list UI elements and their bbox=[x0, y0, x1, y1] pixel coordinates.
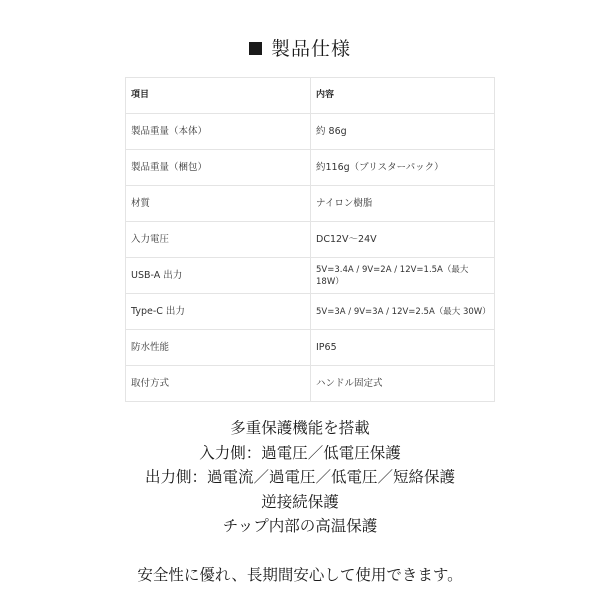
table-row bbox=[126, 150, 495, 186]
feature-line: 出力側：過電流／過電圧／低電圧／短絡保護 bbox=[144, 468, 455, 486]
table-row bbox=[126, 222, 495, 258]
protection-features bbox=[0, 416, 600, 539]
feature-line: 多重保護機能を搭載 bbox=[230, 419, 370, 437]
feature-line: チップ内部の高温保護 bbox=[222, 517, 378, 535]
row-label: 防水性能 bbox=[126, 330, 311, 366]
row-label: 入力電圧 bbox=[126, 222, 311, 258]
row-value: 約116g（ブリスターパック） bbox=[311, 150, 495, 186]
table-row bbox=[126, 258, 495, 294]
closing-statement: 安全性に優れ、長期間安心して使用できます。 bbox=[137, 566, 463, 584]
row-label: USB-A 出力 bbox=[126, 258, 311, 294]
table-row bbox=[126, 330, 495, 366]
row-label: 材質 bbox=[126, 186, 311, 222]
row-label: 取付方式 bbox=[126, 366, 311, 402]
row-value: 5V=3.4A / 9V=2A / 12V=1.5A（最大 18W） bbox=[311, 258, 495, 294]
spec-table bbox=[125, 77, 495, 402]
header-item: 項目 bbox=[126, 78, 311, 114]
table-row bbox=[126, 294, 495, 330]
page-title-text: 製品仕様 bbox=[270, 38, 351, 60]
row-value: DC12V～24V bbox=[311, 222, 495, 258]
row-label: 製品重量（梱包） bbox=[126, 150, 311, 186]
page-title bbox=[0, 34, 600, 61]
row-value: ハンドル固定式 bbox=[311, 366, 495, 402]
black-square-icon bbox=[249, 42, 262, 55]
header-content: 内容 bbox=[311, 78, 495, 114]
row-label: Type-C 出力 bbox=[126, 294, 311, 330]
row-value: 5V=3A / 9V=3A / 12V=2.5A（最大 30W） bbox=[311, 294, 495, 330]
row-value: 約 86g bbox=[311, 114, 495, 150]
row-value: ナイロン樹脂 bbox=[311, 186, 495, 222]
spec-table-header-row bbox=[126, 78, 495, 114]
feature-line: 逆接続保護 bbox=[261, 492, 339, 511]
table-row bbox=[126, 114, 495, 150]
table-row bbox=[126, 366, 495, 402]
row-label: 製品重量（本体） bbox=[126, 114, 311, 150]
row-value: IP65 bbox=[311, 330, 495, 366]
feature-line: 入力側：過電圧／低電圧保護 bbox=[199, 443, 401, 462]
table-row bbox=[126, 186, 495, 222]
